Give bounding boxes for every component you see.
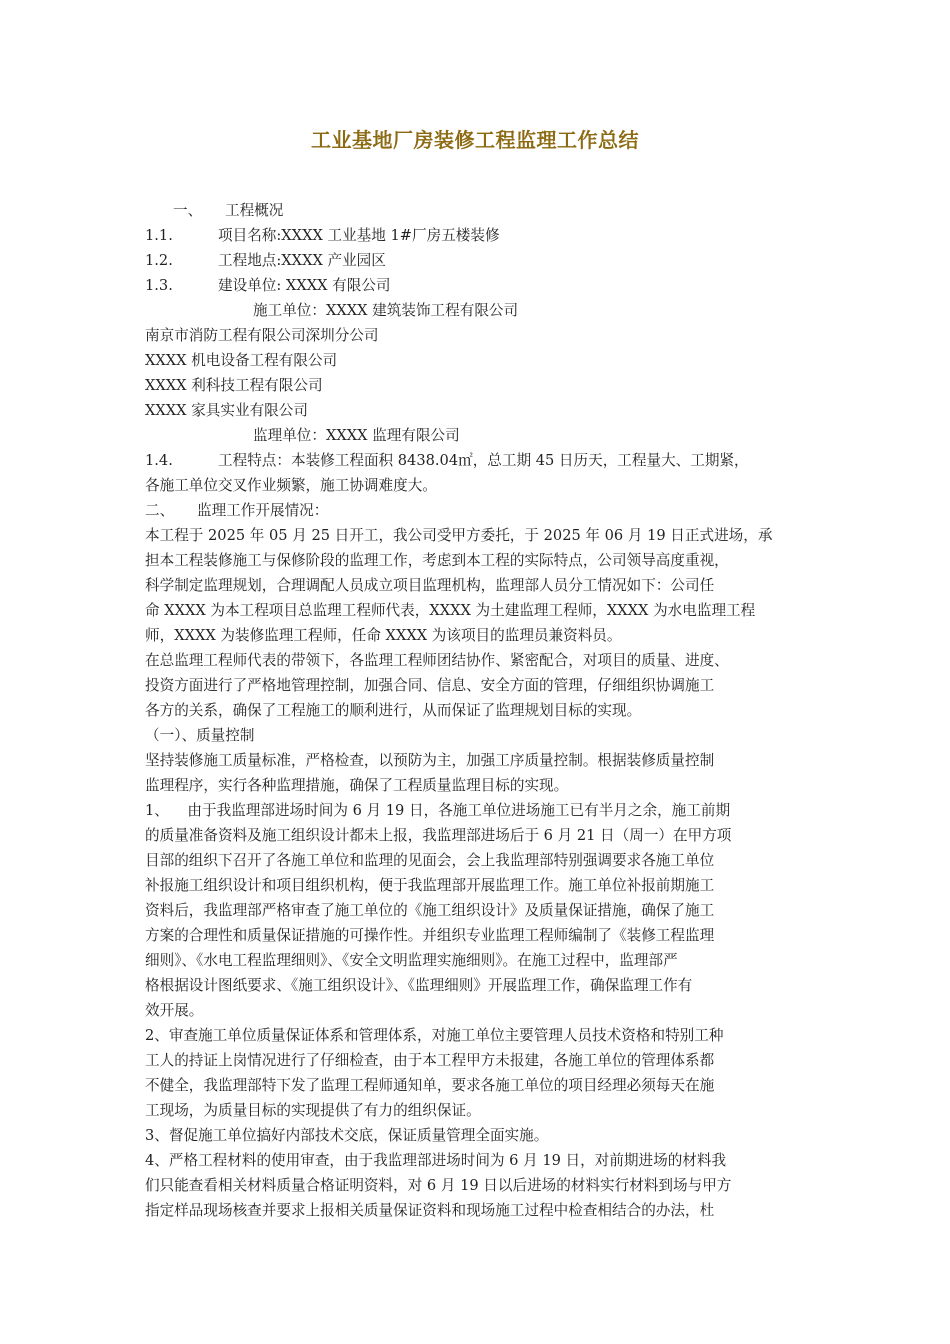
text-line: 科学制定监理规划，合理调配人员成立项目监理机构，监理部人员分工情况如下：公司任 — [145, 577, 715, 594]
item-text: 工程地点:XXXX 产业园区 — [218, 252, 386, 269]
text-line: 补报施工组织设计和项目组织机构，便于我监理部开展监理工作。施工单位补报前期施工 — [145, 877, 715, 894]
paragraph-intro — [145, 523, 810, 648]
text-line: 效开展。 — [145, 1002, 204, 1019]
text-line: 格根据设计图纸要求、《施工组织设计》、《监理细则》开展监理工作，确保监理工作有 — [145, 977, 693, 994]
text-line: 坚持装修施工质量标准，严格检查，以预防为主，加强工序质量控制。根据装修质量控制 — [145, 752, 715, 769]
text-line: 担本工程装修施工与保修阶段的监理工作，考虑到本工程的实际特点，公司领导高度重视， — [145, 552, 729, 569]
text-line: 在总监理工程师代表的带领下，各监理工程师团结协作、紧密配合，对项目的质量、进度、 — [145, 652, 729, 669]
text-line: 方案的合理性和质量保证措施的可操作性。并组织专业监理工程师编制了《装修工程监理 — [145, 927, 715, 944]
contractor-line: XXXX 机电设备工程有限公司 — [145, 352, 338, 369]
contractor-line: XXXX 利科技工程有限公司 — [145, 377, 323, 394]
paragraph-point-3 — [145, 1123, 810, 1148]
text-line: 各方的关系，确保了工程施工的顺利进行，从而保证了监理规划目标的实现。 — [145, 702, 642, 719]
item-number: 1.4. — [145, 452, 173, 469]
section-number: 二、 — [145, 502, 175, 519]
paragraph-point-1 — [145, 798, 810, 1023]
section-title: 监理工作开展情况： — [197, 502, 329, 519]
text-line: 细则》、《水电工程监理细则》、《安全文明监理实施细则》。在施工过程中，监理部严 — [145, 952, 678, 969]
text-line: 本工程于 2025 年 05 月 25 日开工，我公司受甲方委托，于 2025 年 06 月 19 日正式进场，承 — [145, 527, 773, 544]
text-line: 目部的组织下召开了各施工单位和监理的见面会，会上我监理部特别强调要求各施工单位 — [145, 852, 715, 869]
document-body — [145, 198, 810, 1223]
text-line: 1、 由于我监理部进场时间为 6 月 19 日，各施工单位进场施工已有半月之余，施工前期 — [145, 802, 731, 819]
item-text: 建设单位: XXXX 有限公司 — [218, 277, 391, 294]
paragraph-leadership — [145, 648, 810, 723]
text-line: 资料后，我监理部严格审查了施工单位的《施工组织设计》及质量保证措施，确保了施工 — [145, 902, 715, 919]
text-line: 监理程序，实行各种监理措施，确保了工程质量监理目标的实现。 — [145, 777, 569, 794]
section-heading-overview — [145, 198, 810, 223]
section-title: 工程概况 — [225, 202, 284, 219]
paragraph-quality-intro — [145, 748, 810, 798]
item-number: 1.3. — [145, 277, 173, 294]
construction-unit: 施工单位：XXXX 建筑装饰工程有限公司 — [253, 302, 519, 319]
text-line: 工人的持证上岗情况进行了仔细检查，由于本工程甲方未报建，各施工单位的管理体系都 — [145, 1052, 715, 1069]
item-text: 项目名称:XXXX 工业基地 1#厂房五楼装修 — [218, 227, 500, 244]
overview-item — [145, 448, 810, 473]
text-line: 工现场，为质量目标的实现提供了有力的组织保证。 — [145, 1102, 481, 1119]
text-line: 3、督促施工单位搞好内部技术交底，保证质量管理全面实施。 — [145, 1127, 549, 1144]
contractor-line: XXXX 家具实业有限公司 — [145, 402, 308, 419]
text-line: 师，XXXX 为装修监理工程师，任命 XXXX 为该项目的监理员兼资料员。 — [145, 627, 622, 644]
item-number: 1.1. — [145, 227, 173, 244]
item-text: 工程特点：本装修工程面积 8438.04㎡，总工期 45 日历天，工程量大、工期紧， — [218, 452, 749, 469]
section-number: 一、 — [173, 202, 203, 219]
text-line: 们只能查看相关材料质量合格证明资料，对 6 月 19 日以后进场的材料实行材料到场与甲方 — [145, 1177, 732, 1194]
text-line: 命 XXXX 为本工程项目总监理工程师代表，XXXX 为土建监理工程师，XXXX 为水电监理工程 — [145, 602, 756, 619]
text-line: 投资方面进行了严格地管理控制，加强合同、信息、安全方面的管理，仔细组织协调施工 — [145, 677, 715, 694]
contractor-line: 南京市消防工程有限公司深圳分公司 — [145, 327, 379, 344]
text-line: 的质量准备资料及施工组织设计都未上报，我监理部进场后于 6 月 21 日（周一）在甲方项 — [145, 827, 732, 844]
text-line: 4、严格工程材料的使用审查，由于我监理部进场时间为 6 月 19 日，对前期进场的材料我 — [145, 1152, 727, 1169]
text-line: 指定样品现场核查并要求上报相关质量保证资料和现场施工过程中检查相结合的办法，杜 — [145, 1202, 715, 1219]
paragraph-point-2 — [145, 1023, 810, 1123]
overview-item — [145, 248, 810, 273]
document-title: 工业基地厂房装修工程监理工作总结 — [311, 128, 639, 152]
item-number: 1.2. — [145, 252, 173, 269]
subsection-heading-quality: （一）、质量控制 — [145, 727, 255, 744]
text-line: 2、审查施工单位质量保证体系和管理体系，对施工单位主要管理人员技术资格和特别工种 — [145, 1027, 724, 1044]
overview-item — [145, 273, 810, 298]
text-line: 各施工单位交叉作业频繁，施工协调难度大。 — [145, 477, 437, 494]
overview-item — [145, 223, 810, 248]
supervision-unit: 监理单位：XXXX 监理有限公司 — [253, 427, 460, 444]
section-heading-work — [145, 498, 810, 523]
paragraph-point-4 — [145, 1148, 810, 1223]
text-line: 不健全，我监理部特下发了监理工程师通知单，要求各施工单位的项目经理必须每天在施 — [145, 1077, 715, 1094]
